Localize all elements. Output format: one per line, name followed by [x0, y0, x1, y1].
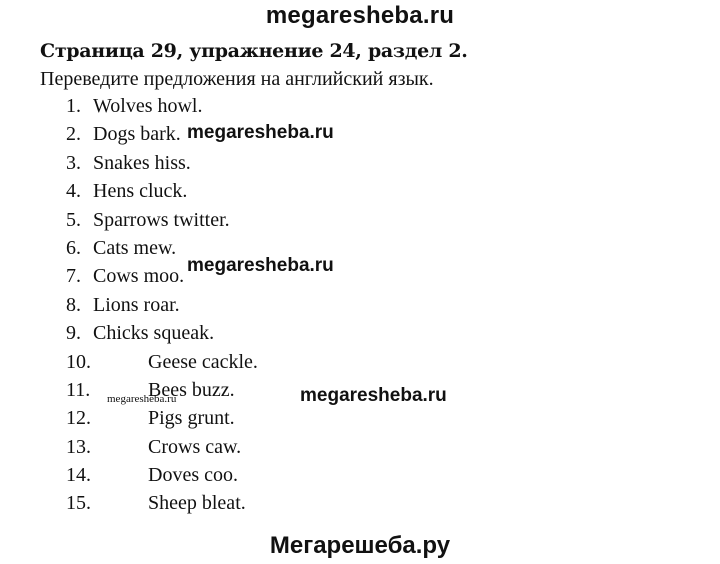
answer-list [0, 92, 720, 518]
list-item [0, 291, 720, 319]
watermark-overlay-small: megaresheba.ru [107, 393, 177, 405]
list-item [0, 433, 720, 461]
list-item [0, 206, 720, 234]
item-number: 3. [66, 151, 81, 174]
watermark-overlay: megaresheba.ru [187, 122, 334, 143]
list-item [0, 92, 720, 120]
item-number: 7. [66, 265, 81, 288]
item-text: Doves coo. [148, 464, 238, 487]
watermark-bottom: Мегарешеба.ру [269, 532, 451, 559]
list-item [0, 461, 720, 489]
item-text: Dogs bark. [93, 123, 181, 146]
list-item [0, 120, 720, 148]
item-number: 11. [66, 378, 91, 401]
item-number: 8. [66, 293, 81, 316]
item-number: 13. [66, 435, 91, 458]
item-text: Cats mew. [93, 236, 177, 259]
exercise-heading: Страница 29, упражнение 24, раздел 2. [40, 40, 468, 62]
item-number: 4. [66, 180, 81, 203]
item-text: Pigs grunt. [148, 407, 235, 430]
item-number: 2. [66, 123, 81, 146]
list-item [0, 177, 720, 205]
list-item [0, 319, 720, 347]
list-item [0, 404, 720, 432]
item-text: Snakes hiss. [93, 151, 191, 174]
list-item [0, 262, 720, 290]
list-item [0, 489, 720, 517]
list-item [0, 234, 720, 262]
watermark-overlay: megaresheba.ru [300, 385, 447, 406]
watermark-top: megaresheba.ru [265, 2, 455, 29]
item-number: 15. [66, 492, 91, 515]
item-text: Hens cluck. [93, 180, 188, 203]
item-number: 5. [66, 208, 81, 231]
item-number: 6. [66, 236, 81, 259]
item-text: Geese cackle. [148, 350, 258, 373]
item-number: 9. [66, 322, 81, 345]
item-text: Wolves howl. [93, 95, 203, 117]
item-text: Cows moo. [93, 265, 185, 288]
item-number: 14. [66, 464, 91, 487]
item-number: 10. [66, 350, 91, 373]
item-text: Sheep bleat. [148, 492, 246, 515]
list-item [0, 348, 720, 376]
item-text: Crows caw. [148, 435, 242, 458]
item-text: Lions roar. [93, 293, 180, 316]
list-item [0, 149, 720, 177]
item-text: Chicks squeak. [93, 322, 215, 345]
item-number: 1. [66, 95, 81, 117]
watermark-overlay: megaresheba.ru [187, 255, 334, 276]
item-text: Sparrows twitter. [93, 208, 230, 231]
item-text: Bees buzz. [148, 378, 235, 401]
exercise-instruction: Переведите предложения на английский язык. [40, 68, 434, 90]
item-number: 12. [66, 407, 91, 430]
